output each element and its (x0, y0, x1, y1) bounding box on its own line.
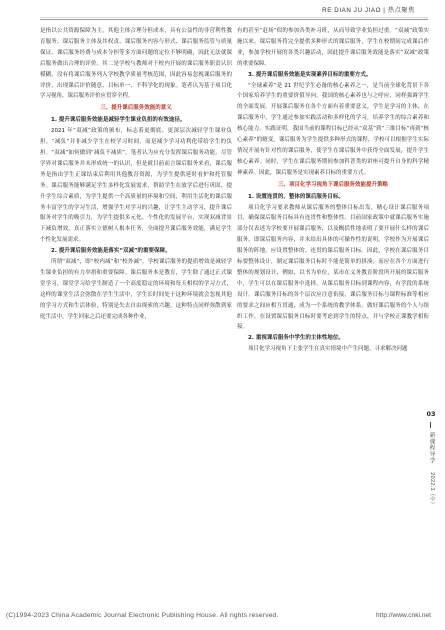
side-divider (430, 422, 431, 428)
page-footer (0, 612, 445, 626)
body-paragraph: 有的甚至“赶场”似的参加各类补习班，从而导致学业负担过重。“双减”政策实施以来，课后服务将完全提供多种形式的课后服务，学生在校期间完成课后作业，参加学校开展的各类兴趣活动，因此提升课后服务效能是落实“双减”政策的重要保障。 (237, 28, 429, 67)
left-column (40, 26, 232, 322)
page-header (0, 0, 445, 22)
right-column (237, 26, 429, 355)
page-number: 03 (426, 410, 436, 418)
subsection-heading: 2. 重视课后服务中学生的主体性地位。 (248, 335, 344, 342)
cnki-link[interactable]: http://www.cnki.net (376, 612, 431, 619)
section-heading: 三、提升课后服务效能的意义 (100, 105, 172, 112)
body-paragraph: “全球素养”是 21 世纪学生必备的核心素养之一，是当前全球化背景下各个国家培养学生的重要价值导向，我国的核心素养也与之呼应，同样强调学生的全面发展。开展课后服务在各个方面有着重要意义，学生是学习的主体，在课后服务中，学生通过参加实践活动和多样化的学习，培养学生的综合素养和核心能力。实践证明，我国当前的课程目标已经从“双基”到“三维目标”再到“核心素养”的嬗变，课后服务为学生提供多种形式的课程，学校可以根据学生实际情况开展有针对性的课后服务，使学生在课后服务中获得全面发展，提升学生核心素养。同时，学生在课后服务期间参加科普类的讲座可提升自身的科学精神素养。因此，课后服务是实现素养目标的重要方式。 (237, 82, 429, 176)
copyright-text: (C)1994-2023 China Academic Journal Electronic Publishing House. All rights reserved. (6, 612, 279, 619)
body-paragraph: 项目化学习要求教师从课后服务的整体目标出发，精心设计课后服务项目，确保课后服务目标具有连贯性和整体性。目前国家政策中就课后服务实施部分仅表述为学校要开展课后服务，以及概括性地表明了要开展什么样的课后服务，即课后服务内容，并未给出具体的可操作性的说明。学校作为开展课后服务的阵地，应设置整体的、连贯的课后服务目标。因此，学校在课后服务目标要整体设计，制定课后服务目标时不能是简单的拼凑，而应在各个方面进行整体的规划设计，例如，以书为单位，某市在义务教育阶段所开展的课后服务中，学生可以在课后服务中选择，从课后服务目标到课程内容，有学段的系统设计。课后服务目标的各个层次应注意衔接，课后服务目标与课程标准等相应的要求之间应相互贯通，成为一个系统的教学体系。做好课后服务的个人与组织工作，在设置课后服务目标时要考虑到学生的特点，并与学校正课教学相衔接。 (237, 204, 429, 331)
subsection-heading: 2. 提升课后服务效能是落实“双减”的重要保障。 (51, 248, 171, 255)
side-tab (425, 410, 437, 530)
body-paragraph: 2021 年“双减”政策的颁布，标志着更彻底、更深层次减轻学生课业负担。“减负”并非减少学生在校学习时间，而是减少学习功利化带给学生的负担。“双减”如何做到“减负不减质”，笔者认为应充分发挥课后服务功能。尽管学界对课后服务并未形成统一的认识，但是就目前而言课后服务来看，课后服务是指由学生正课结束后利用其他教育资源，为学生提供延时看护和托管服务。课后服务能够满足学生多样化发展需求，帮助学生在放学后进行巩固，提升学生综合素质，为学生提供一个高质量的环境和空间，利用生活化的课后服务丰富学生的学习生活，增强学生对学习的兴趣，让学生主动学习，提升课后服务对学生的吸引力，为学生提供多元化、个性化的发展平台，实现双减背景下减负增效，真正落实立德树人根本任务，全面提升课后服务效能，满足学生个性化发展需求。 (40, 128, 232, 244)
header-rule (40, 19, 428, 20)
subsection-heading: 1. 设置连贯的、整体的课后服务目标。 (248, 193, 344, 200)
subsection-heading: 3. 提升课后服务效能是实现素养目标的重要方式。 (248, 71, 372, 78)
section-heading: 三、项目化学习视角下课后服务效能提升策略 (277, 181, 388, 188)
issue-label-vertical: 2022.1（中） (429, 472, 435, 508)
body-paragraph: 所谓“双减”，即“校内减”和“校外减”。学校课后服务的提质增效是减轻学生课业负担的有力举措和重要保障。课后服务本是教育，学生除了通过正式课堂学习，课堂学习给学生制造了一个高度稳定的环境和每天相似的学习方式，这样的课堂生活会弥散在学生生活中，学生长时间处于这种环境就会忽视其他的学习方式和生活体验，特别是失去自由探索的兴趣。这种特点同样弥散到家庭生活中，学生回家之后还要完成各种作业， (40, 259, 232, 320)
journal-name-vertical: 新课程导学 (428, 432, 434, 464)
journal-section-title: RE DIAN JU JIAO | 热点聚焦 (322, 7, 415, 14)
body-paragraph: 项目化学习视角下主张学生在真实情境中产生问题、寻求解决问题 (248, 346, 408, 353)
header-accent-rule (40, 17, 428, 18)
body-paragraph: 是指以公共资源保障为主，其他主体合理分担成本，具有公益性的非营利性教育服务。课后服务主体及其权责、课后服务内容与形式、课后服务监管与质量保证、课后服务经费与成本分担等多方面问题的定位不够明确，因此无法就课后服务做出合理的评价。其二是学校与教师对于校内开展的课后服务职责认识模糊，没有将课后服务列入学校教学质量考核范围，因此容易忽视课后服务的评价，出现课后评价随意、目标单一、不科学化的现象。笔者认为基于项目化学习视角，课后服务评价应贯穿全程。 (40, 28, 232, 100)
subsection-heading: 1. 提升课后服务效能是减轻学生课业负担的有效途径。 (51, 117, 186, 124)
